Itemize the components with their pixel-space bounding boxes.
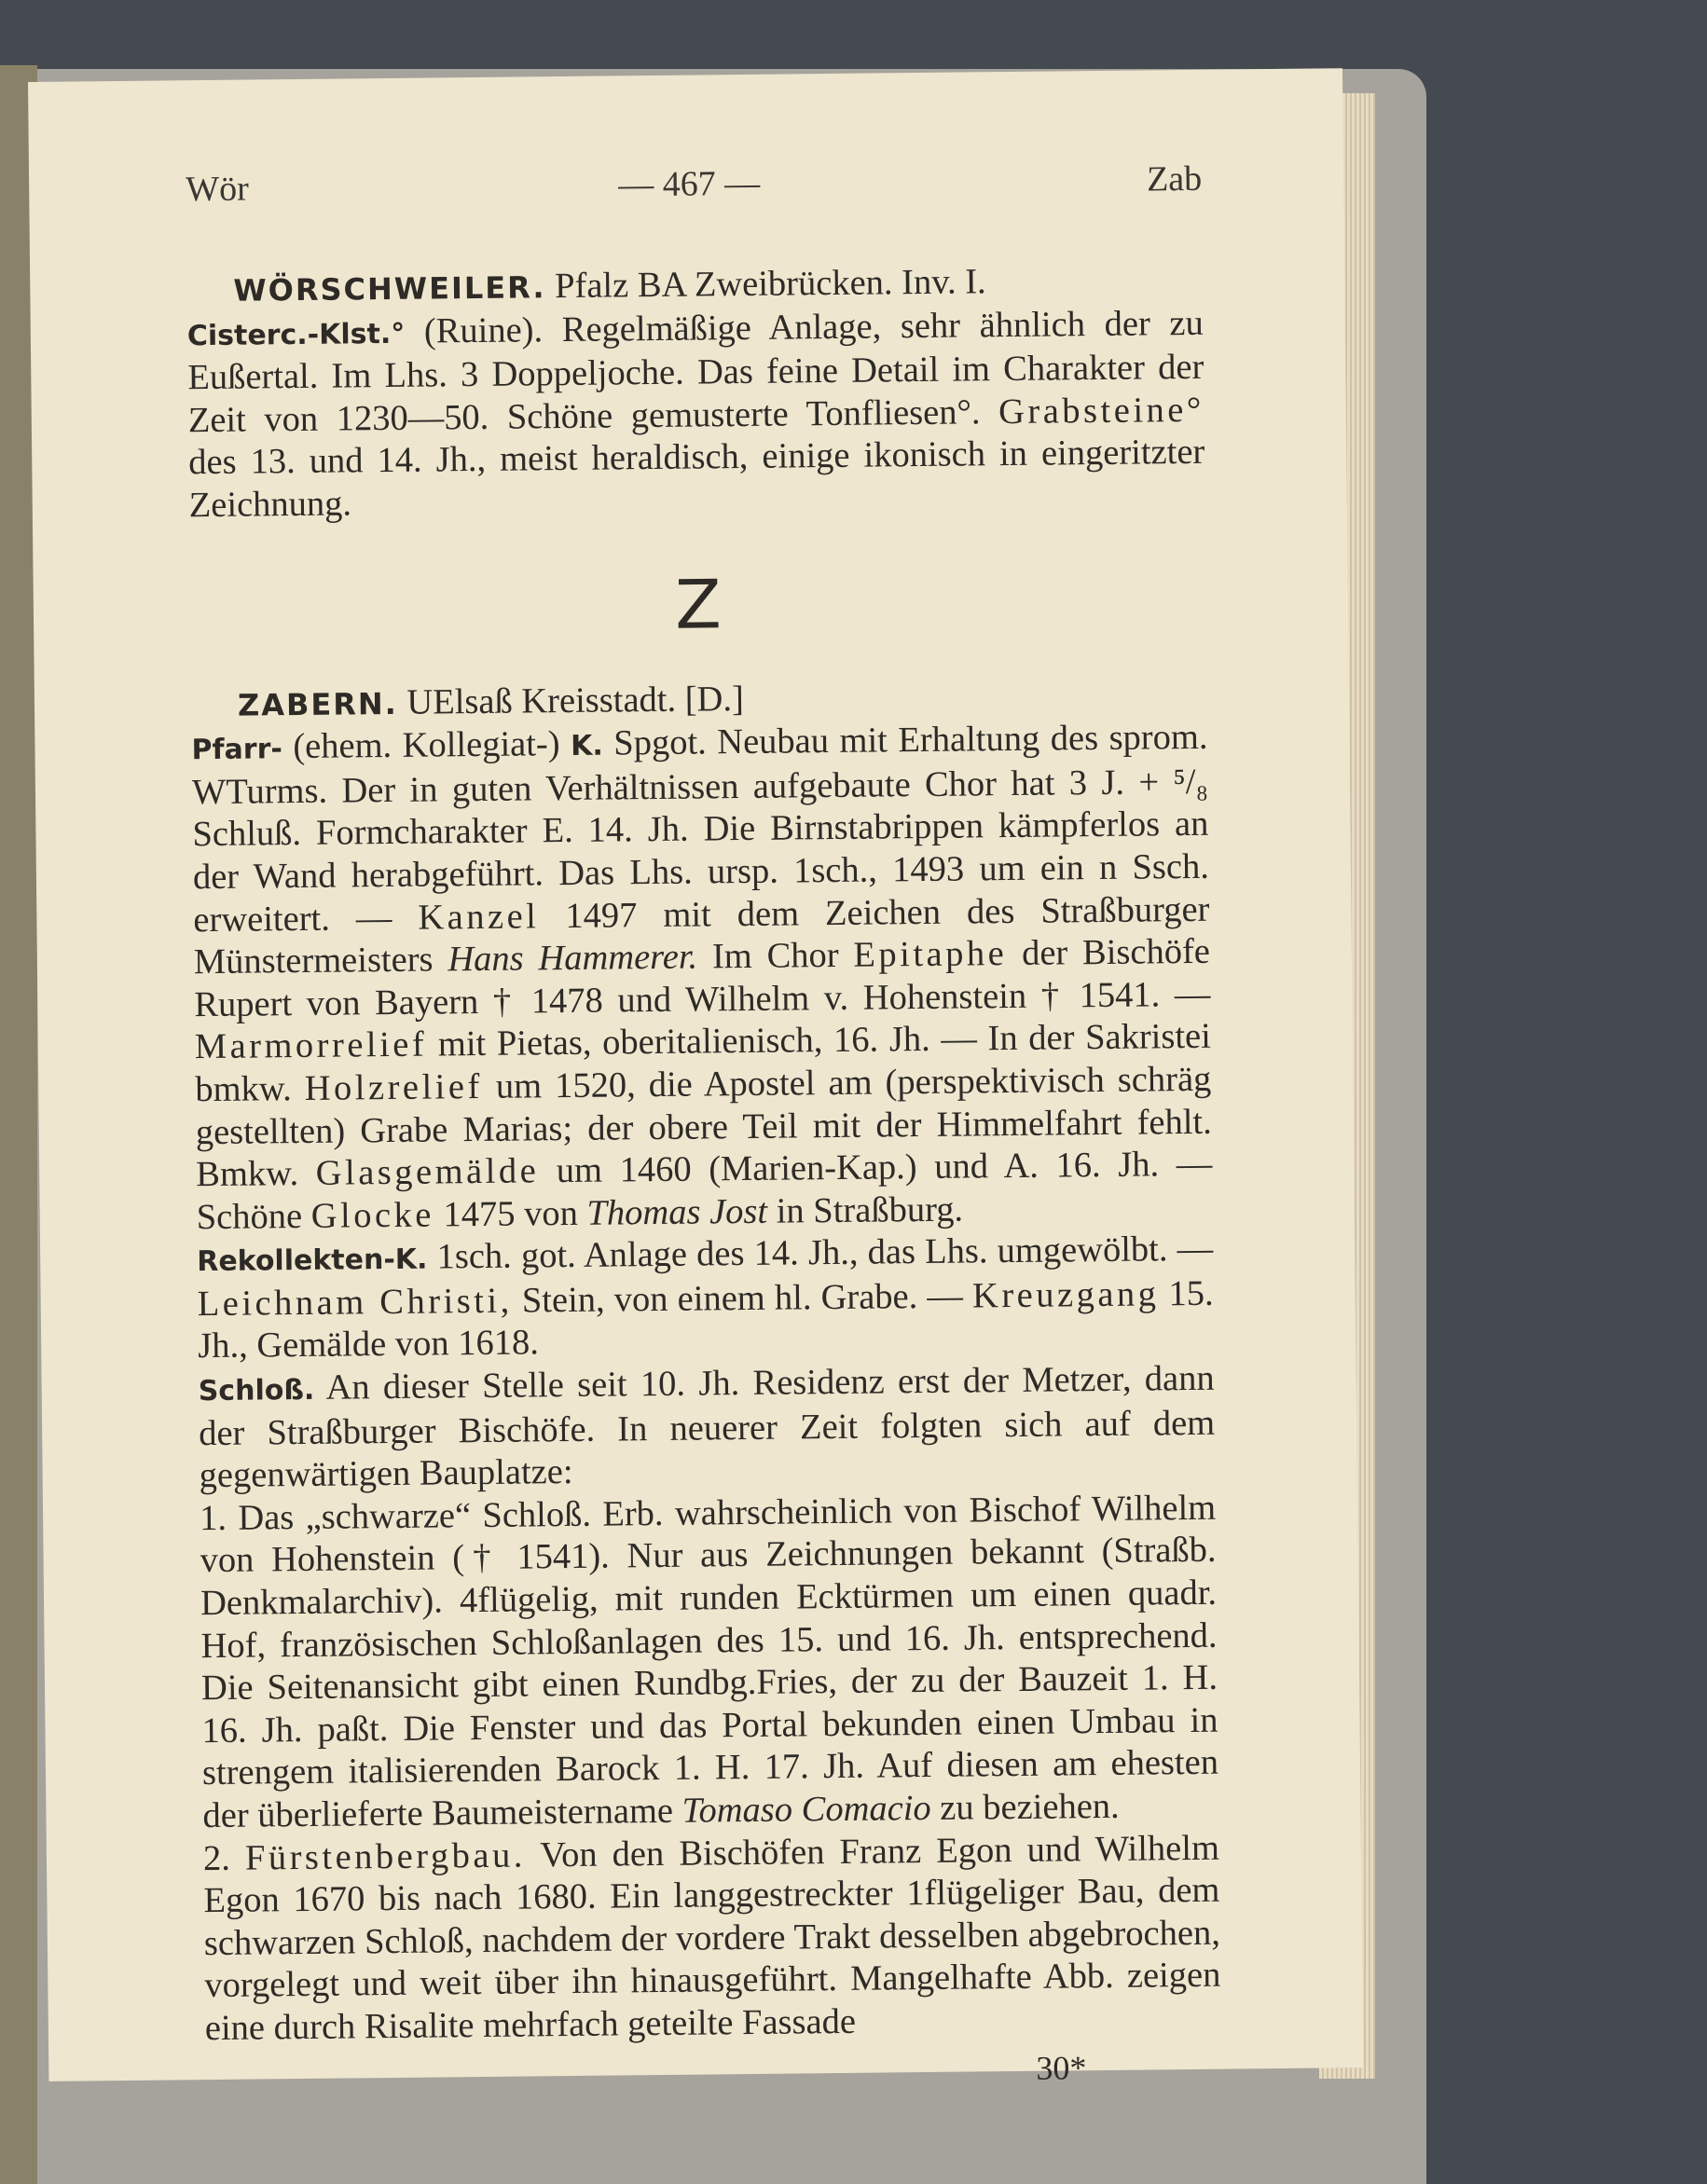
running-header	[186, 158, 1203, 225]
spaced-term: Kanzel	[418, 896, 540, 938]
entry-text: um 1520, die Apostel am (perspektivisch schräg gestellten) Grabe Marias; der obere Teil mit der Himmelfahrt fehlt. Bmkw.	[195, 1059, 1212, 1195]
entry-text: 1sch. got. Anlage des 14. Jh., das Lhs. umgewölbt. —	[436, 1229, 1214, 1277]
spaced-term: Kreuzgang	[971, 1274, 1160, 1316]
list-item-fuerstenbergbau	[203, 1827, 1221, 2050]
entry-text: 15. Jh., Gemälde von 1618.	[197, 1273, 1214, 1367]
section-letter: Z	[674, 564, 722, 644]
entry-text: 1497 mit dem Zeichen des Straßburger Münstermeisters	[193, 889, 1210, 982]
subhead-rekollekten: Rekollekten-K.	[197, 1243, 428, 1279]
entry-text: An dieser Stelle seit 10. Jh. Residenz erst der Metzer, dann der Straßburger Bischöfe. In neuerer Zeit folgten sich auf dem gegenwärtigen Bauplatze:	[198, 1358, 1216, 1496]
book-page	[28, 68, 1363, 2087]
page-body	[186, 259, 1221, 2097]
spaced-term: Epitaphe	[853, 934, 1008, 975]
list-item-schwarzes-schloss	[200, 1488, 1219, 1838]
subhead-k: K.	[570, 729, 603, 763]
list-number: 2.	[202, 1838, 231, 1878]
spaced-term: Grabsteine°	[998, 390, 1205, 432]
paragraph-schloss	[198, 1358, 1215, 1498]
entry-woerschweiler-body	[187, 302, 1205, 527]
entry-title: ZABERN.	[237, 685, 398, 723]
entry-text: mit Pietas, oberitalienisch, 16. Jh. — In der Sakristei bmkw.	[195, 1017, 1212, 1110]
spaced-term: Fürstenbergbau.	[244, 1835, 527, 1878]
entry-intro: UElsaß Kreisstadt. [D.]	[406, 679, 745, 722]
subhead-schloss: Schloß.	[198, 1373, 315, 1408]
entry-text: der Bischöfe Rupert von Bayern † 1478 und Wilhelm v. Hohenstein † 1541. —	[194, 931, 1211, 1024]
entry-text: 1475 von	[443, 1193, 579, 1235]
entry-text: um 1460 (Marien-Kap.) und A. 16. Jh. — Schöne	[196, 1144, 1213, 1237]
entry-text: Von den Bischöfen Franz Egon und Wilhelm Egon 1670 bis nach 1680. Ein langgestreckter 1flügeliger Bau, dem schwarzen Schloß, nachdem der vordere Trakt desselben abgebrochen, vorgelegt und weit über ihn hinausgeführt. Mangelhafte Abb. zeigen eine durch Risalite mehrfach geteilte Fassade	[203, 1828, 1221, 2049]
entry-text: Spgot. Neubau mit Erhaltung des sprom. WTurms. Der in guten Verhältnissen aufgebaute Chor hat 3 J. + ⁵/₈ Schluß. Formcharakter E. 14. Jh. Die Birnstabrippen kämpferlos an der Wand herabgeführt. Das Lhs. ursp. 1sch., 1493 um ein n Ssch. erweitert. —	[191, 717, 1210, 940]
header-right-keyword: Zab	[1146, 158, 1203, 199]
entry-text: zu beziehen.	[940, 1786, 1120, 1828]
header-left-keyword: Wör	[185, 169, 249, 210]
spaced-term: Glasgemälde	[315, 1151, 540, 1193]
spaced-term: Marmorrelief	[194, 1024, 428, 1067]
page-number: — 467 —	[617, 163, 761, 205]
subhead-pfarr: Pfarr-	[191, 733, 283, 767]
entry-text: (Ruine). Regelmäßige Anlage, sehr ähnlich der zu Eußertal. Im Lhs. 3 Doppeljoche. Das feine Detail im Charakter der Zeit von 1230—50. Schöne gemusterte Tonfliesen°.	[187, 303, 1205, 441]
text-block	[186, 158, 1222, 2097]
entry-intro: Pfalz BA Zweibrücken. Inv. I.	[554, 262, 986, 307]
spaced-term: Holzrelief	[304, 1066, 484, 1108]
spaced-term: Glocke	[310, 1195, 435, 1236]
paragraph-rekollekten-k	[197, 1229, 1214, 1368]
entry-text: (ehem. Kollegiat-)	[293, 724, 560, 767]
artist-name: Hans Hammerer.	[447, 937, 698, 980]
entry-text: des 13. und 14. Jh., meist heraldisch, einige ikonisch in eingeritzter Zeichnung.	[188, 433, 1205, 526]
entry-text: Im Chor	[711, 936, 839, 977]
entry-text: Stein, von einem hl. Grabe. —	[521, 1276, 964, 1321]
entry-text: 1. Das „schwarze“ Schloß. Erb. wahrscheinlich von Bischof Wilhelm von Hohenstein († 1541). Nur aus Zeichnungen bekannt (Straßb. Denkmalarchiv). 4flügelig, mit runden Ecktürmen um einen quadr. Hof, französischen Schloßanlagen des 15. und 16. Jh. entsprechend. Die Seitenansicht gibt einen Rundbg.Fries, der zu der Bauzeit 1. H. 16. Jh. paßt. Die Fenster und das Portal bekunden einen Umbau in strengem italisierenden Barock 1. H. 17. Jh. Auf diesen am ehesten der überlieferte Baumeistername	[199, 1488, 1219, 1836]
entry-title: WÖRSCHWEILER.	[233, 269, 546, 309]
spaced-term: Leichnam Christi,	[197, 1281, 513, 1325]
artist-name: Tomaso Comacio	[681, 1788, 931, 1831]
paragraph-pfarr-k	[191, 717, 1213, 1240]
entry-text: in Straßburg.	[776, 1189, 964, 1231]
signature-mark: 30*	[1036, 2048, 1087, 2087]
artist-name: Thomas Jost	[586, 1191, 768, 1233]
subhead-cisterc: Cisterc.-Klst.°	[186, 317, 406, 352]
